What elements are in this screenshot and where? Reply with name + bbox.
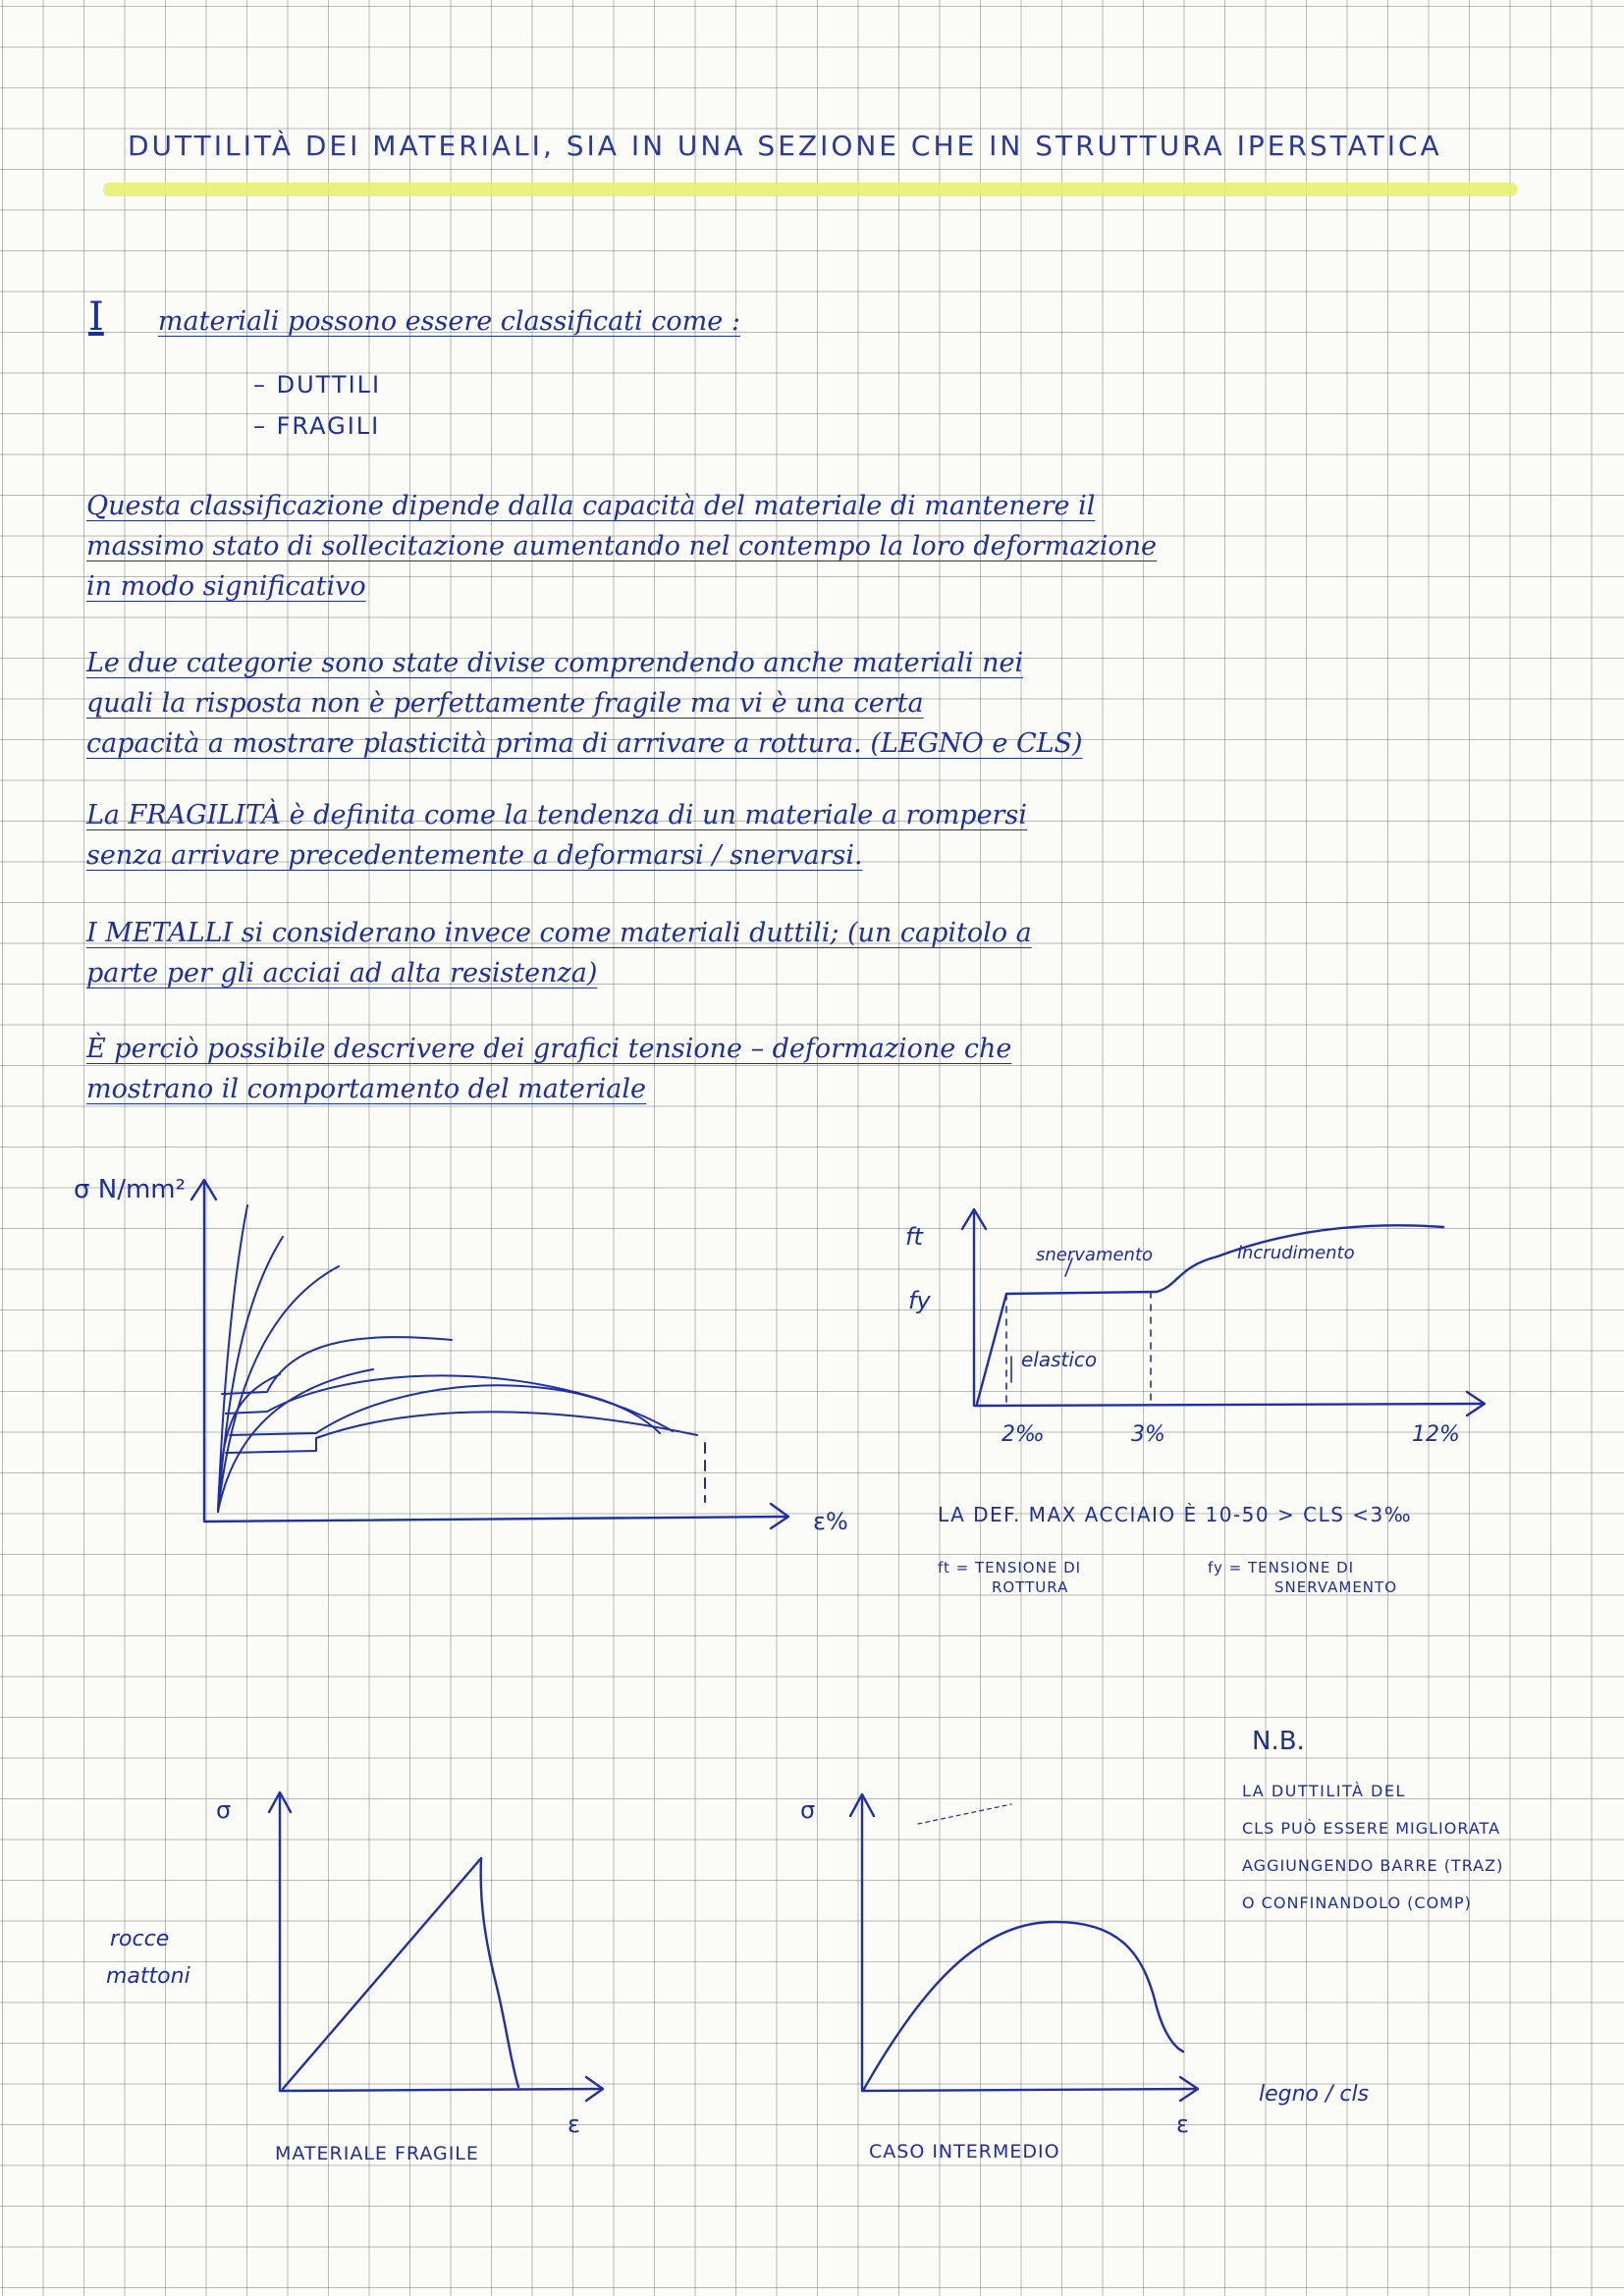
nb-line: LA DUTTILITÀ DEL (1242, 1782, 1406, 1800)
notes-ft-def: ft = TENSIONE DI (938, 1559, 1082, 1576)
paragraph-line: capacità a mostrare plasticità prima di arrivare a rottura. (LEGNO e CLS) (86, 728, 1083, 759)
graph2-xtick: 2‰ (1001, 1422, 1045, 1447)
paragraph-line: È perciò possibile descrivere dei grafici tensione – deformazione che (86, 1034, 1012, 1064)
graph3-ylabel: σ (216, 1796, 232, 1824)
graph3-curve (283, 1858, 518, 2089)
nb-heading: N.B. (1252, 1727, 1305, 1756)
graph3-caption: MATERIALE FRAGILE (275, 2143, 479, 2164)
graph3-side-label: mattoni (106, 1964, 190, 1989)
notes-ft-def: ROTTURA (992, 1578, 1069, 1596)
list-item-duttili: – DUTTILI (253, 371, 382, 399)
graph2-annotation-incrudimento: incrudimento (1237, 1243, 1355, 1263)
intro-text: materiali possono essere classificati come : (157, 306, 740, 337)
paragraph-line: mostrano il comportamento del materiale (86, 1074, 646, 1104)
graph4-curve (864, 1804, 1183, 2089)
graph4-ylabel: σ (800, 1796, 816, 1824)
notes-fy-def: fy = TENSIONE DI (1208, 1559, 1355, 1576)
graph2-annotation-elastico: elastico (1021, 1348, 1098, 1371)
paragraph-line: massimo stato di sollecitazione aumentando nel contempo la loro deformazione (86, 531, 1157, 561)
graph1-ylabel: σ N/mm² (74, 1175, 187, 1204)
intro-letter: I (88, 294, 104, 340)
graph2-annotation-snervamento: snervamento (1036, 1245, 1154, 1265)
paragraph-line: Questa classificazione dipende dalla capacità del materiale di mantenere il (86, 491, 1096, 521)
page-title: DUTTILITÀ DEI MATERIALI, SIA IN UNA SEZIONE CHE IN STRUTTURA IPERSTATICA (128, 130, 1442, 162)
graph2-xtick: 12% (1412, 1422, 1460, 1447)
paragraph-line: senza arrivare precedentemente a deformarsi / snervarsi. (86, 840, 863, 871)
graph1-curves (218, 1205, 705, 1512)
list-item-fragili: – FRAGILI (253, 412, 381, 440)
graph1-xlabel: ε% (813, 1508, 848, 1535)
paragraph-line: parte per gli acciai ad alta resistenza) (86, 958, 598, 988)
graph3-xlabel: ε (568, 2110, 580, 2138)
paragraph-line: quali la risposta non è perfettamente fragile ma vi è una certa (86, 688, 924, 719)
graph4-caption: CASO INTERMEDIO (869, 2141, 1060, 2163)
paragraph-line: Le due categorie sono state divise comprendendo anche materiali nei (86, 648, 1024, 678)
graph4-side-label: legno / cls (1259, 2082, 1370, 2107)
graph4-xlabel: ε (1176, 2110, 1189, 2138)
graph2-ylabel-ft: ft (905, 1223, 923, 1251)
notes-def-max: LA DEF. MAX ACCIAIO È 10-50 > CLS <3‰ (938, 1503, 1413, 1526)
nb-line: O CONFINANDOLO (COMP) (1242, 1894, 1472, 1912)
graph2-axes (962, 1209, 1485, 1415)
nb-line: CLS PUÒ ESSERE MIGLIORATA (1242, 1819, 1501, 1838)
paragraph-line: in modo significativo (86, 571, 366, 602)
notes-fy-def: SNERVAMENTO (1274, 1578, 1397, 1596)
graph2-xtick: 3% (1131, 1422, 1165, 1447)
graph3-axes (269, 1792, 603, 2101)
graph1-axes (191, 1180, 788, 1528)
graph3-side-label: rocce (110, 1927, 170, 1951)
graph2-ylabel-fy: fy (908, 1287, 931, 1314)
graph4-axes (850, 1794, 1198, 2101)
paragraph-line: La FRAGILITÀ è definita come la tendenza di un materiale a rompersi (86, 800, 1027, 830)
nb-line: AGGIUNGENDO BARRE (TRAZ) (1242, 1856, 1504, 1875)
paragraph-line: I METALLI si considerano invece come materiali duttili; (un capitolo a (86, 918, 1032, 948)
